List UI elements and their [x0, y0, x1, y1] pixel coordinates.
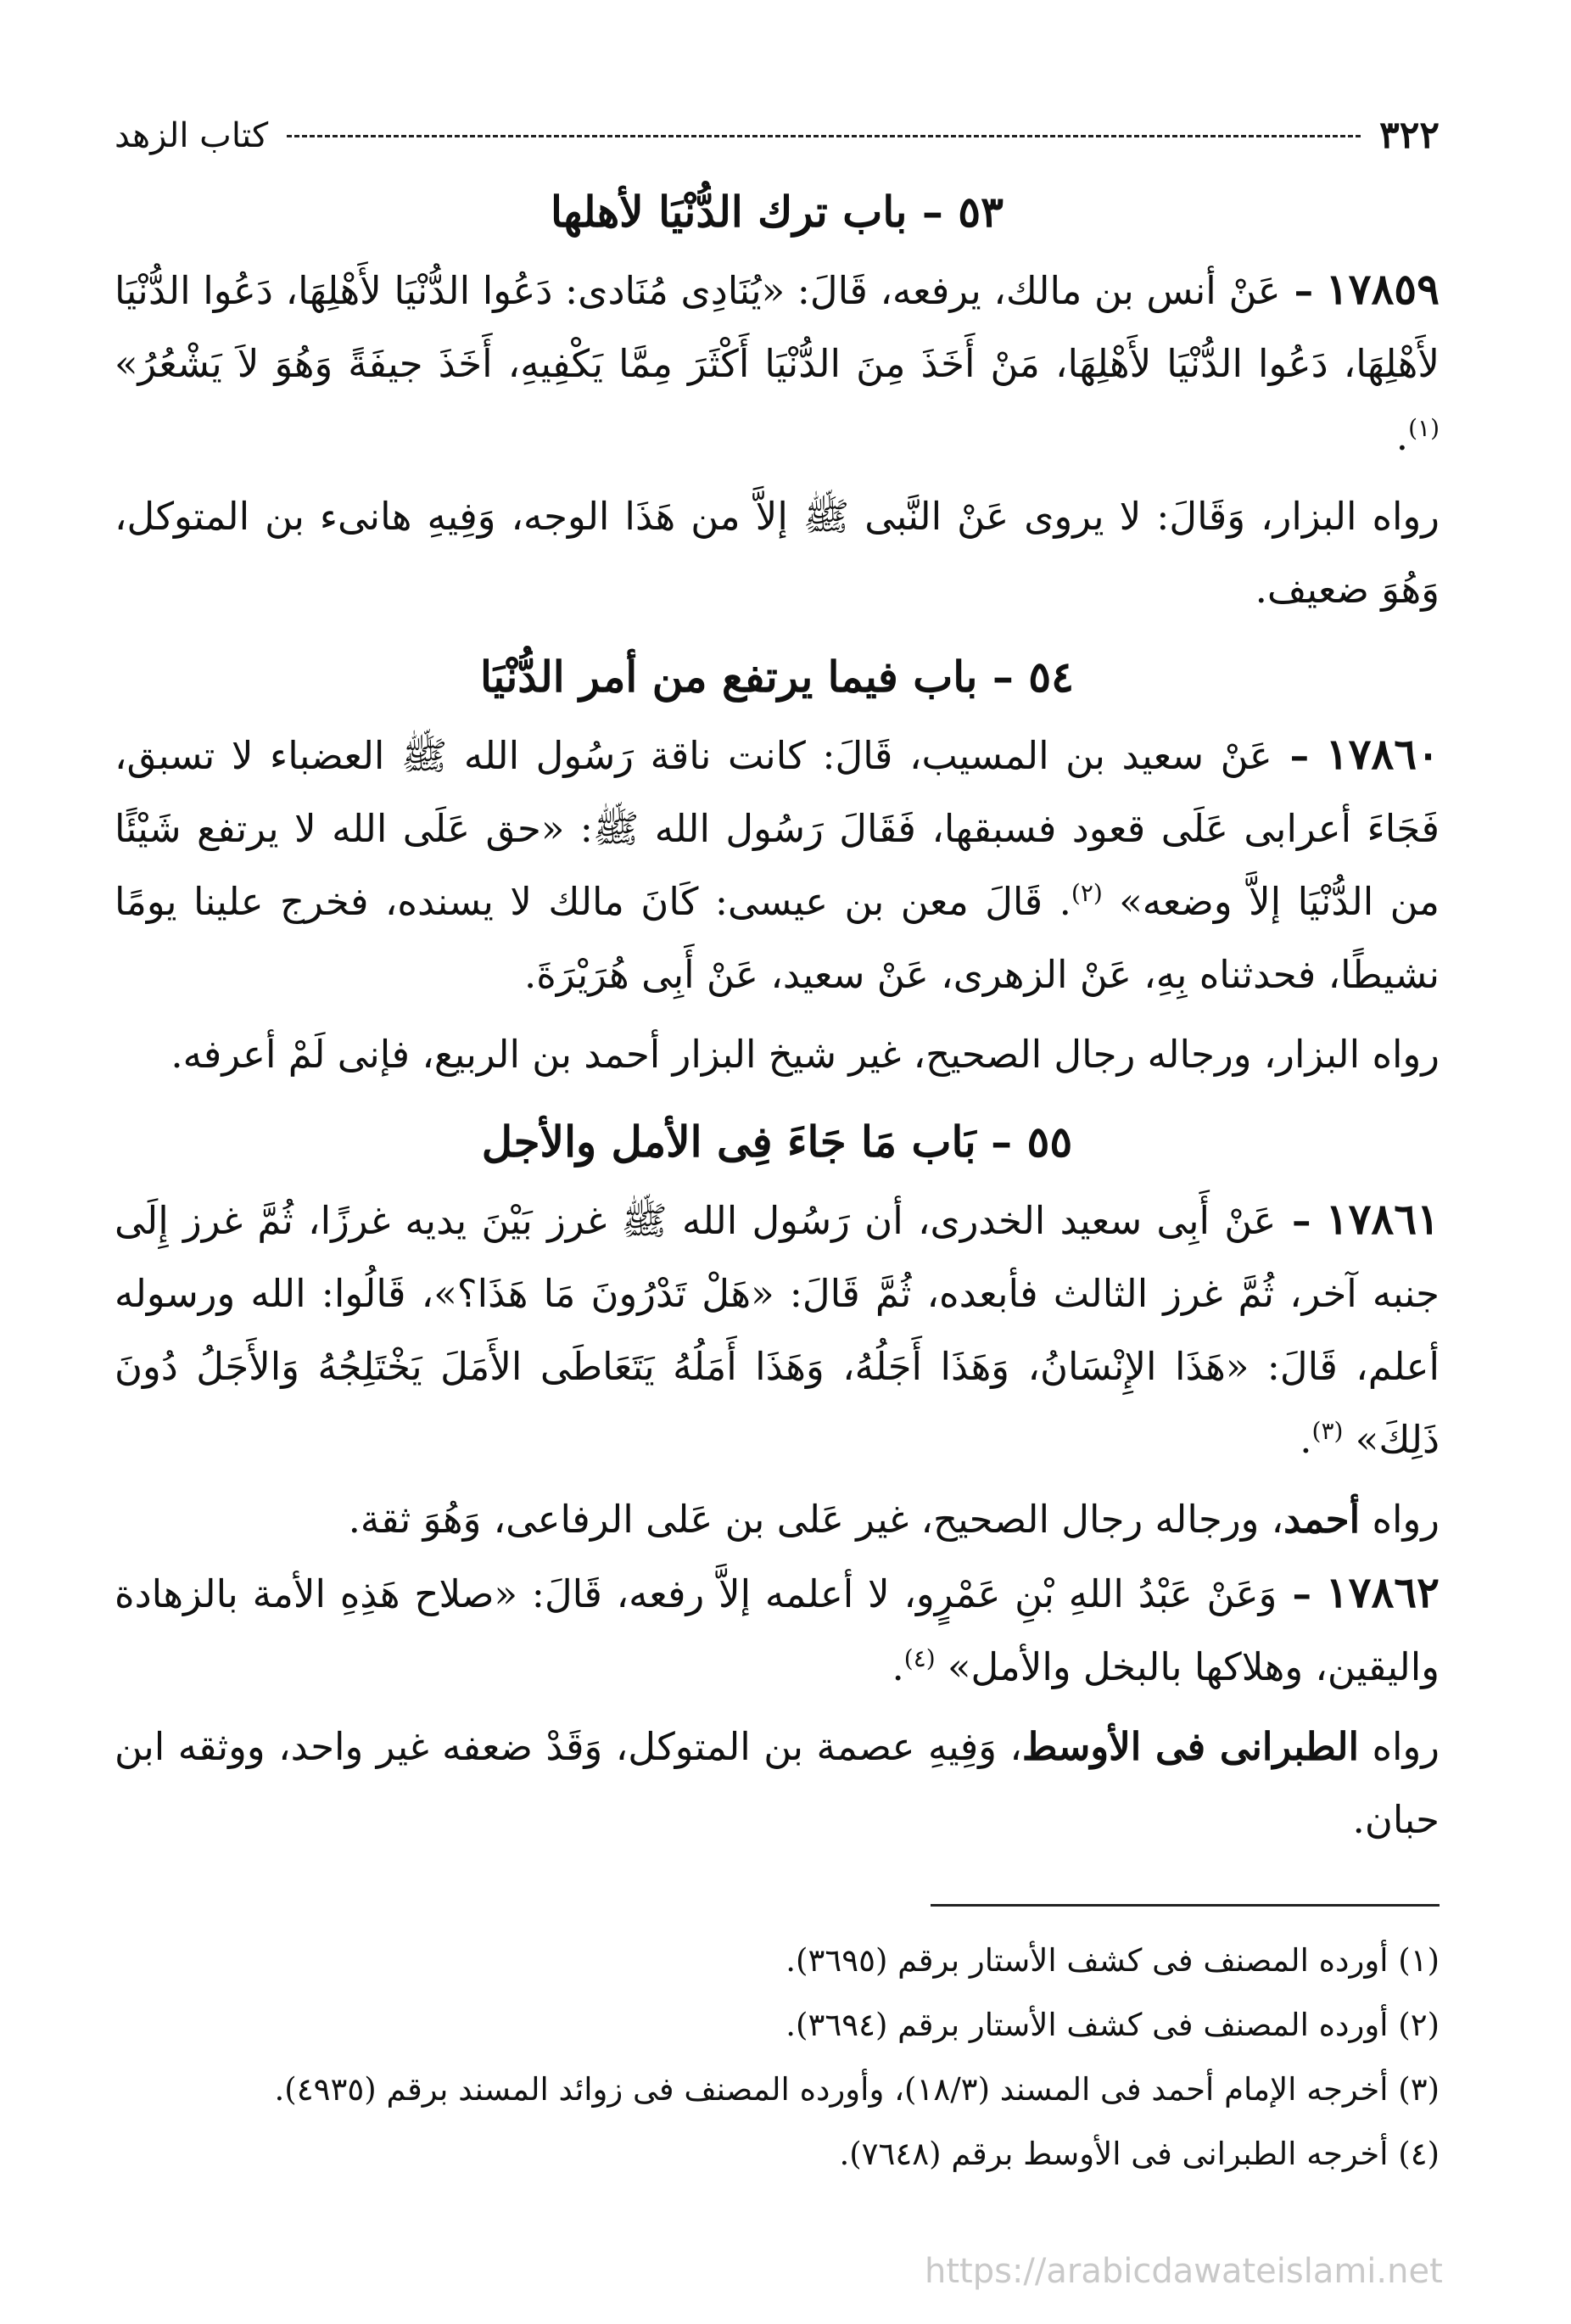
narration-note: رواه البزار، ورجاله رجال الصحيح، غير شيخ البزار أحمد بن الربيع، فإنى لَمْ أعرفه.	[171, 1032, 1440, 1077]
watermark-url: https://arabicdawateislami.net	[925, 2252, 1443, 2291]
footnote-ref-2[interactable]: (٢)	[1071, 879, 1103, 907]
note-text: ، وَفِيهِ عصمة بن المتوكل، وَقَدْ ضعفه غير واحد، ووثقه ابن حبان.	[115, 1724, 1440, 1842]
note-prefix: رواه	[1358, 1724, 1440, 1769]
hadith-17861	[115, 1183, 1440, 1476]
hadith-text: وَعَنْ عَبْدُ اللهِ بْنِ عَمْرٍو، لا أعلمه إلاَّ رفعه، قَالَ: «صلاح هَذِهِ الأمة بالزهادة واليقين، وهلاكها بالبخل والأمل»	[115, 1571, 1440, 1689]
chapter-heading-55: ٥٥ – بَاب مَا جَاءَ فِى الأمل والأجل	[481, 1117, 1073, 1167]
hadith-number: ١٧٨٥٩	[1325, 264, 1440, 314]
header-rule	[287, 135, 1361, 137]
hadith-continuation: .	[1300, 1417, 1312, 1462]
hadith-text: عَنْ أَبِى سعيد الخدرى، أن رَسُول الله ﷺ غرز بَيْنَ يديه غرزًا، ثُمَّ غرز إِلَى جنبه آخر، ثُمَّ غرز الثالث فأبعده، ثُمَّ قَالَ: «هَلْ تَدْرُونَ مَا هَذَا؟»، قَالُوا: الله ورسوله أعلم، قَالَ: «هَذَا الإِنْسَانُ، وَهَذَا أَجَلُهُ، وَهَذَا أَمَلُهُ يَتَعَاطَى الأَمَلَ يَخْتَلِجُهُ وَالأَجَلُ دُونَ ذَلِكَ»	[115, 1198, 1440, 1462]
narration-note	[115, 1483, 1440, 1556]
hadith-17860	[115, 718, 1440, 1011]
note-text: ، ورجاله رجال الصحيح، غير عَلى بن عَلى الرفاعى، وَهُوَ ثقة.	[348, 1497, 1284, 1542]
hadith-continuation: .	[892, 1644, 904, 1689]
hadith-17859	[115, 253, 1440, 473]
hadith-text: عَنْ أنس بن مالك، يرفعه، قَالَ: «يُنَادِى مُنَادى: دَعُوا الدُّنْيَا لأَهْلِهَا، دَعُوا الدُّنْيَا لأَهْلِهَا، دَعُوا الدُّنْيَا لأَهْلِهَا، مَنْ أَخَذَ مِنَ الدُّنْيَا أَكْثَرَ مِمَّا يَكْفِيهِ، أَخَذَ جيفَةً وَهُوَ لاَ يَشْعُرُ»	[115, 268, 1440, 386]
footnote-ref-1[interactable]: (١)	[1408, 414, 1440, 442]
chapter-heading-54: ٥٤ – باب فيما يرتفع من أمر الدُّنْيَا	[480, 652, 1074, 702]
footnote-ref-3[interactable]: (٣)	[1311, 1417, 1344, 1445]
number-dash: –	[1280, 268, 1314, 313]
footnote-divider	[931, 1904, 1440, 1907]
number-dash: –	[1277, 1571, 1311, 1616]
footnote-3: (٣) أخرجه الإمام أحمد فى المسند (١٨/٣)، وأورده المصنف فى زوائد المسند برقم (٤٩٣٥).	[274, 2071, 1440, 2108]
hadith-text: عَنْ سعيد بن المسيب، قَالَ: كانت ناقة رَسُول الله ﷺ العضباء لا تسبق، فَجَاءَ أعرابى عَلَى قعود فسبقها، فَقَالَ رَسُول الله ﷺ: «حق عَلَى الله لا يرتفع شَيْئًا من الدُّنْيَا إلاَّ وضعه»	[115, 733, 1440, 924]
source-name: الطبرانى فى الأوسط	[1021, 1724, 1359, 1769]
book-title: كتاب الزهد	[115, 116, 269, 155]
hadith-continuation: . قَالَ معن بن عيسى: كَانَ مالك لا يسنده، فخرج علينا يومًا نشيطًا، فحدثناه بِهِ، عَنْ الزهرى، عَنْ سعيد، عَنْ أَبِى هُرَيْرَةَ.	[115, 879, 1440, 997]
hadith-number: ١٧٨٦٠	[1325, 729, 1440, 779]
end-period: .	[1395, 414, 1409, 459]
narration-note: رواه البزار، وَقَالَ: لا يروى عَنْ النَّبى ﷺ إلاَّ من هَذَا الوجه، وَفِيهِ هانىء بن المتوكل، وَهُوَ ضعيف.	[115, 494, 1440, 612]
hadith-number: ١٧٨٦١	[1325, 1194, 1440, 1244]
number-dash: –	[1272, 733, 1310, 778]
hadith-number: ١٧٨٦٢	[1325, 1567, 1440, 1617]
narration-note	[115, 1711, 1440, 1856]
note-prefix: رواه	[1360, 1497, 1440, 1542]
footnote-1: (١) أورده المصنف فى كشف الأستار برقم (٣٦٩٥).	[786, 1942, 1440, 1979]
chapter-heading-53: ٥٣ – باب ترك الدُّنْيَا لأهلها	[550, 187, 1004, 237]
page-number: ٣٢٢	[1379, 114, 1440, 157]
footnote-4: (٤) أخرجه الطبرانى فى الأوسط برقم (٧٦٤٨).	[839, 2136, 1440, 2172]
hadith-17862	[115, 1556, 1440, 1704]
footnotes	[115, 1929, 1440, 2187]
footnote-2: (٢) أورده المصنف فى كشف الأستار برقم (٣٦٩٤).	[786, 2007, 1440, 2043]
number-dash: –	[1276, 1198, 1311, 1243]
running-header	[115, 110, 1440, 161]
footnote-ref-4[interactable]: (٤)	[903, 1644, 936, 1672]
source-name: أحمد	[1283, 1497, 1361, 1542]
